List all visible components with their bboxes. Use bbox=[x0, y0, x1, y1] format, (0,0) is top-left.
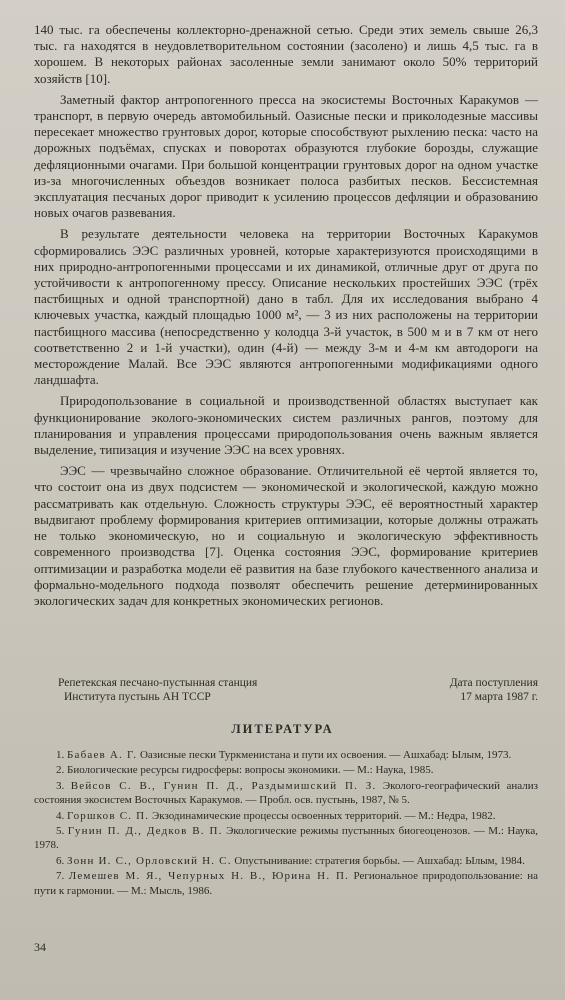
reference-item bbox=[34, 779, 538, 808]
body-text bbox=[34, 22, 538, 609]
reference-item bbox=[34, 748, 538, 762]
reference-list bbox=[34, 748, 538, 899]
ref-text: Эколого-географический анализ состояния экосистем Восточных Каракумов. — Пробл. осв. пустынь, 1987, № 5. bbox=[34, 779, 538, 807]
ref-number: 3. bbox=[56, 779, 65, 792]
ref-authors: Вейсов С. В., Гунин П. Д., Раздымишский П. З. bbox=[70, 779, 377, 792]
ref-authors: Гунин П. Д., Дедков В. П. bbox=[67, 825, 223, 838]
ref-number: 2. bbox=[56, 764, 65, 777]
ref-text: Биологические ресурсы гидросферы: вопросы экономики. — М.: Наука, 1985. bbox=[67, 764, 434, 777]
paragraph: ЭЭС — чрезвычайно сложное образование. Отличительной её чертой является то, что состоит она из двух подсистем — экономической и экологической, каждую можно рассматривать как отдельную. Сложность структуры ЭЭС, её вероятностный характер выдвигают проблему формирования критериев оптимизации, которые должны отражать не только экономическую, но и социальную и экологическую эффективность современного производства [7]. Оценка состояния ЭЭС, формирование критериев оптимизации и разработка модели её развития на базе глубокого качественного анализа и формально-модельного подхода позволят обеспечить решение детерминированных экологических задач для конкретных экономических регионов. bbox=[34, 463, 538, 608]
paragraph: Заметный фактор антропогенного пресса на экосистемы Восточных Каракумов — транспорт, в первую очередь автомобильный. Оазисные пески и приколодезные массивы пересекает множество грунтовых дорог, которые способствуют рыхлению песка: часто на дорожных подъёмах, спусках и поворотах образуются глубокие борозды, служащие дефляционными очагами. При большой концентрации грунтовых дорог на одном участке из-за многочисленных объездов возникает полоса разбитых песков. Бессистемная эксплуатация песчаных дорог приводит к усилению процессов дефляции и образованию новых очагов развевания. bbox=[34, 91, 538, 221]
ref-authors: Бабаев А. Г. bbox=[67, 749, 138, 761]
ref-text: Экзодинамические процессы освоенных территорий. — М.: Недра, 1982. bbox=[151, 809, 496, 822]
ref-authors: Лемешев М. Я., Чепурных Н. В., Юрина Н. П. bbox=[68, 870, 350, 883]
reference-item bbox=[34, 763, 538, 777]
reference-item bbox=[34, 854, 538, 868]
ref-text: Региональное природопользование: на пути к гармонии. — М.: Мысль, 1986. bbox=[34, 870, 539, 897]
ref-number: 6. bbox=[56, 854, 65, 867]
ref-number: 7. bbox=[56, 870, 65, 883]
paragraph: Природопользование в социальной и производственной областях выступает как функционирование эколого-экономических систем различных рангов, поэтому для планирования и управления процессами природопользования очень важным является выделение, типизация и изучение ЭЭС на всех уровнях. bbox=[34, 393, 538, 458]
ref-text: Экологические режимы пустынных биогеоценозов. — М.: Наука, 1978. bbox=[34, 825, 538, 852]
paragraph: 140 тыс. га обеспечены коллекторно-дренажной сетью. Среди этих земель свыше 26,3 тыс. га находятся в неудовлетворительном состоянии (засолено) и лишь 4,5 тыс. га в хорошем. В некоторых районах засоленные земли занимают около 50% территорий хозяйств [10]. bbox=[34, 22, 538, 86]
received-date: 17 марта 1987 г. bbox=[460, 691, 538, 703]
reference-item bbox=[34, 809, 538, 823]
literature-heading: ЛИТЕРАТУРА bbox=[231, 722, 334, 736]
reference-item bbox=[34, 869, 538, 898]
received-label: Дата поступления bbox=[449, 677, 538, 689]
ref-number: 5. bbox=[56, 825, 65, 838]
page-number: 34 bbox=[34, 940, 46, 954]
paragraph: В результате деятельности человека на территории Восточных Каракумов сформировались ЭЭС различных уровней, которые характеризуются происходящими в них природно-антропогенными процессами и их динамикой, отличные друг от друга по устойчивости к антропогенному прессу. Описание нескольких простейших ЭЭС (трёх пастбищных и одной транспортной) дано в табл. Для их исследования выбрано 4 ключевых участка, каждый площадью 1000 м², — 3 из них расположены на территории пастбищного массива (непосредственно у колодца 3-й участок, в 500 м и в 7 км от него соответственно 2 и 1-й участки), один (4-й) — между 3-м и 4-м км автодороги на месторождение Малай. Все ЭЭС являются антропогенными модификациями одного ландшафта. bbox=[34, 226, 538, 388]
institution-line: Института пустынь АН ТССР bbox=[64, 691, 211, 703]
ref-text: Оазисные пески Туркменистана и пути их освоения. — Ашхабад: Ылым, 1973. bbox=[139, 749, 512, 761]
institution bbox=[58, 676, 257, 704]
ref-number: 1. bbox=[56, 749, 65, 761]
received-date-block bbox=[450, 676, 538, 704]
ref-authors: Зонн И. С., Орловский Н. С. bbox=[67, 854, 232, 867]
ref-number: 4. bbox=[56, 809, 65, 822]
ref-text: Опустынивание: стратегия борьбы. — Ашхабад: Ылым, 1984. bbox=[234, 854, 525, 867]
reference-item bbox=[34, 824, 538, 853]
ref-authors: Горшков С. П. bbox=[67, 809, 150, 822]
institution-line: Репетекская песчано-пустынная станция bbox=[58, 677, 258, 689]
